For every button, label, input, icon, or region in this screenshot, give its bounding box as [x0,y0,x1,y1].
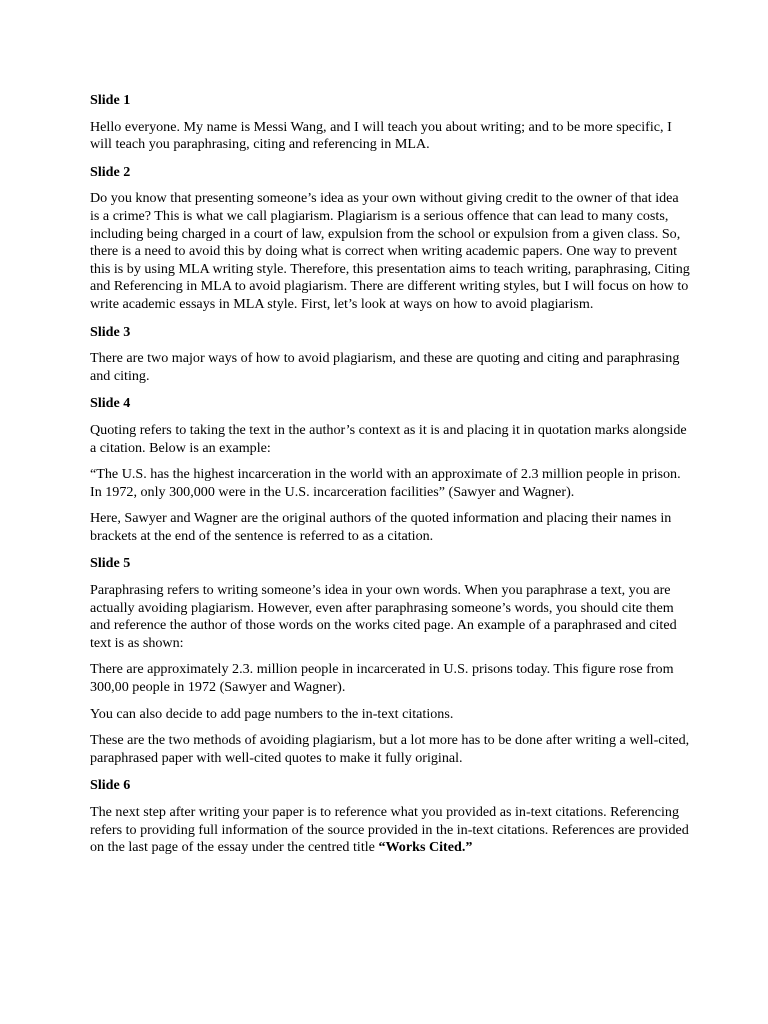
slide-3-paragraph-1: There are two major ways of how to avoid plagiarism, and these are quoting and citing and paraphrasing and citing. [90,350,680,384]
slide-4-section [90,395,690,545]
slide-6-section [90,777,690,856]
works-cited-title: “Works Cited.” [378,839,473,856]
slide-3-section [90,324,690,386]
slide-4-paragraph-3: Here, Sawyer and Wagner are the original authors of the quoted information and placing their names in brackets at the end of the sentence is referred to as a citation. [90,510,672,544]
slide-5-section [90,555,690,767]
slide-5-paragraph-3: You can also decide to add page numbers to the in-text citations. [90,705,454,722]
slide-6-text: The next step after writing your paper is to reference what you provided as in-text citations. Referencing refers to providing full information of the source provided in the in-text citations. References are provided on the last page of the essay under the centred title [90,804,689,856]
slide-5-paraphrase-example: There are approximately 2.3. million people in incarcerated in U.S. prisons today. This figure rose from 300,00 people in 1972 (Sawyer and Wagner). [90,661,674,696]
slide-2-heading: Slide 2 [90,163,131,180]
slide-5-paragraph-4: These are the two methods of avoiding plagiarism, but a lot more has to be done after writing a well-cited, paraphrased paper with well-cited quotes to make it fully original. [90,732,690,766]
slide-4-heading: Slide 4 [90,395,131,412]
slide-1-heading: Slide 1 [90,92,131,108]
slide-2-paragraph-1: Do you know that presenting someone’s idea as your own without giving credit to the owner of that idea is a crime? This is what we call plagiarism. Plagiarism is a serious offence that can lead to many costs, including being charged in a court of law, expulsion from the school or expulsion from a given class. So, there is a need to avoid this by doing what is correct when writing academic papers. One way to prevent this is by using MLA writing style. Therefore, this presentation aims to teach writing, paraphrasing, Citing and Referencing in MLA to avoid plagiarism. There are different writing styles, but I will focus on how to write academic essays in MLA style. First, let’s look at ways on how to avoid plagiarism. [90,190,690,312]
document-page [90,92,690,866]
slide-2-section [90,164,690,314]
slide-6-heading: Slide 6 [90,777,131,794]
slide-6-paragraph-1 [90,804,690,857]
slide-4-quote: “The U.S. has the highest incarceration in the world with an approximate of 2.3 million people in prison. In 1972, only 300,000 were in the U.S. incarceration facilities” (Sawyer and Wagner). [90,466,681,500]
slide-1-section [90,92,690,154]
slide-1-paragraph-1: Hello everyone. My name is Messi Wang, and I will teach you about writing; and to be more specific, I will teach you paraphrasing, citing and referencing in MLA. [90,118,672,153]
slide-3-heading: Slide 3 [90,323,131,340]
slide-4-paragraph-1: Quoting refers to taking the text in the author’s context as it is and placing it in quotation marks alongside a citation. Below is an example: [90,421,687,456]
slide-5-heading: Slide 5 [90,555,131,572]
slide-5-paragraph-1: Paraphrasing refers to writing someone’s idea in your own words. When you paraphrase a text, you are actually avoiding plagiarism. However, even after paraphrasing someone’s words, you should cite them and reference the author of those words on the works cited page. An example of a paraphrased and cited text is as shown: [90,582,677,651]
